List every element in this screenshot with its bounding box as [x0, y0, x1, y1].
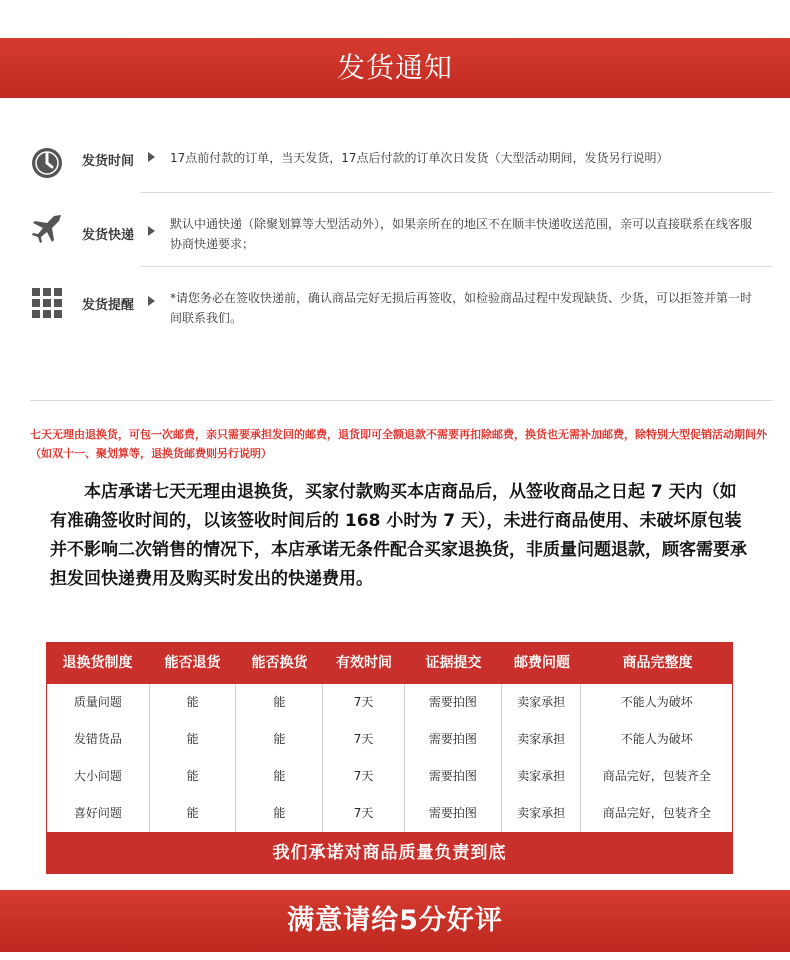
grid-icon	[30, 286, 64, 320]
table-cell: 卖家承担	[502, 721, 582, 758]
table-cell: 能	[236, 721, 323, 758]
info-row-reminder	[30, 286, 775, 336]
store-promise: 本店承诺七天无理由退换货，买家付款购买本店商品后，从签收商品之日起 7 天内（如有准确签收时间的，以该签收时间后的 168 小时为 7 天），未进行商品使用、未破坏原包装并不影响二次销售的情况下，本店承诺无条件配合买家退换货，非质量问题退款，顾客需要承担发回快递费用及购买时发出的快递费用。	[50, 482, 747, 589]
column-header: 能否退货	[164, 655, 221, 671]
table-header	[46, 642, 733, 684]
caret-right-icon	[148, 226, 155, 236]
caret-right-icon	[148, 152, 155, 162]
table-cell: 喜好问题	[47, 795, 150, 832]
info-label: 发货快递	[82, 228, 135, 243]
airplane-icon	[30, 212, 64, 246]
info-label: 发货时间	[82, 154, 135, 169]
column-header: 邮费问题	[514, 655, 570, 671]
table-cell: 卖家承担	[502, 758, 582, 795]
rating-request-banner	[0, 890, 790, 952]
table-cell: 能	[150, 684, 237, 721]
quality-promise-text: 我们承诺对商品质量负责到底	[272, 843, 507, 863]
table-cell: 需要拍图	[405, 684, 502, 721]
rating-request-text: 满意请给5分好评	[287, 905, 503, 936]
table-cell: 能	[150, 721, 237, 758]
table-cell: 质量问题	[47, 684, 150, 721]
clock-icon	[30, 146, 64, 180]
column-header: 能否换货	[251, 655, 308, 671]
table-cell: 能	[150, 758, 237, 795]
column-header: 有效时间	[336, 655, 392, 671]
table-cell: 7天	[323, 721, 405, 758]
table-cell: 商品完好，包装齐全	[602, 769, 711, 783]
info-text: 17点前付款的订单，当天发货，17点后付款的订单次日发货（大型活动期间，发货另行说明）	[170, 151, 669, 165]
divider	[140, 192, 773, 193]
table-cell: 发错货品	[47, 721, 150, 758]
return-notice: 七天无理由退换货，可包一次邮费，亲只需要承担发回的邮费，退货即可全额退款不需要再扣除邮费，换货也无需补加邮费，除特别大型促销活动期间外（如双十一、聚划算等，退换货邮费则另行说明）	[30, 428, 767, 460]
table-row	[47, 721, 732, 758]
quality-promise-banner	[46, 832, 733, 874]
table-cell: 能	[236, 684, 323, 721]
table-cell: 能	[150, 795, 237, 832]
return-policy-table	[46, 642, 733, 874]
table-cell: 7天	[323, 684, 405, 721]
table-row	[47, 795, 732, 832]
table-cell: 大小问题	[47, 758, 150, 795]
column-header: 商品完整度	[622, 655, 693, 671]
info-text: 默认中通快递（除聚划算等大型活动外），如果亲所在的地区不在顺丰快递收送范围，亲可以直接联系在线客服协商快递要求；	[170, 217, 753, 251]
table-cell: 能	[236, 795, 323, 832]
table-cell: 不能人为破坏	[620, 695, 693, 709]
table-body	[46, 684, 733, 832]
table-row	[47, 684, 732, 721]
info-text: *请您务必在签收快递前，确认商品完好无损后再签收，如检验商品过程中发现缺货、少货，可以拒签并第一时间联系我们。	[170, 291, 753, 325]
info-label: 发货提醒	[82, 298, 135, 313]
page-title-banner	[0, 38, 790, 98]
info-row-ship-time	[30, 146, 775, 186]
table-cell: 需要拍图	[405, 758, 502, 795]
table-cell: 卖家承担	[502, 795, 582, 832]
divider	[30, 400, 773, 401]
table-cell: 需要拍图	[405, 795, 502, 832]
page-title: 发货通知	[336, 51, 453, 84]
table-cell: 7天	[323, 758, 405, 795]
column-header: 证据提交	[425, 655, 482, 671]
table-cell: 需要拍图	[405, 721, 502, 758]
table-cell: 商品完好，包装齐全	[602, 806, 711, 820]
divider	[140, 266, 773, 267]
column-header: 退换货制度	[62, 655, 133, 671]
table-cell: 不能人为破坏	[620, 732, 693, 746]
info-row-courier	[30, 212, 775, 262]
table-cell: 卖家承担	[502, 684, 582, 721]
table-cell: 能	[236, 758, 323, 795]
caret-right-icon	[148, 296, 155, 306]
table-row	[47, 758, 732, 795]
table-cell: 7天	[323, 795, 405, 832]
